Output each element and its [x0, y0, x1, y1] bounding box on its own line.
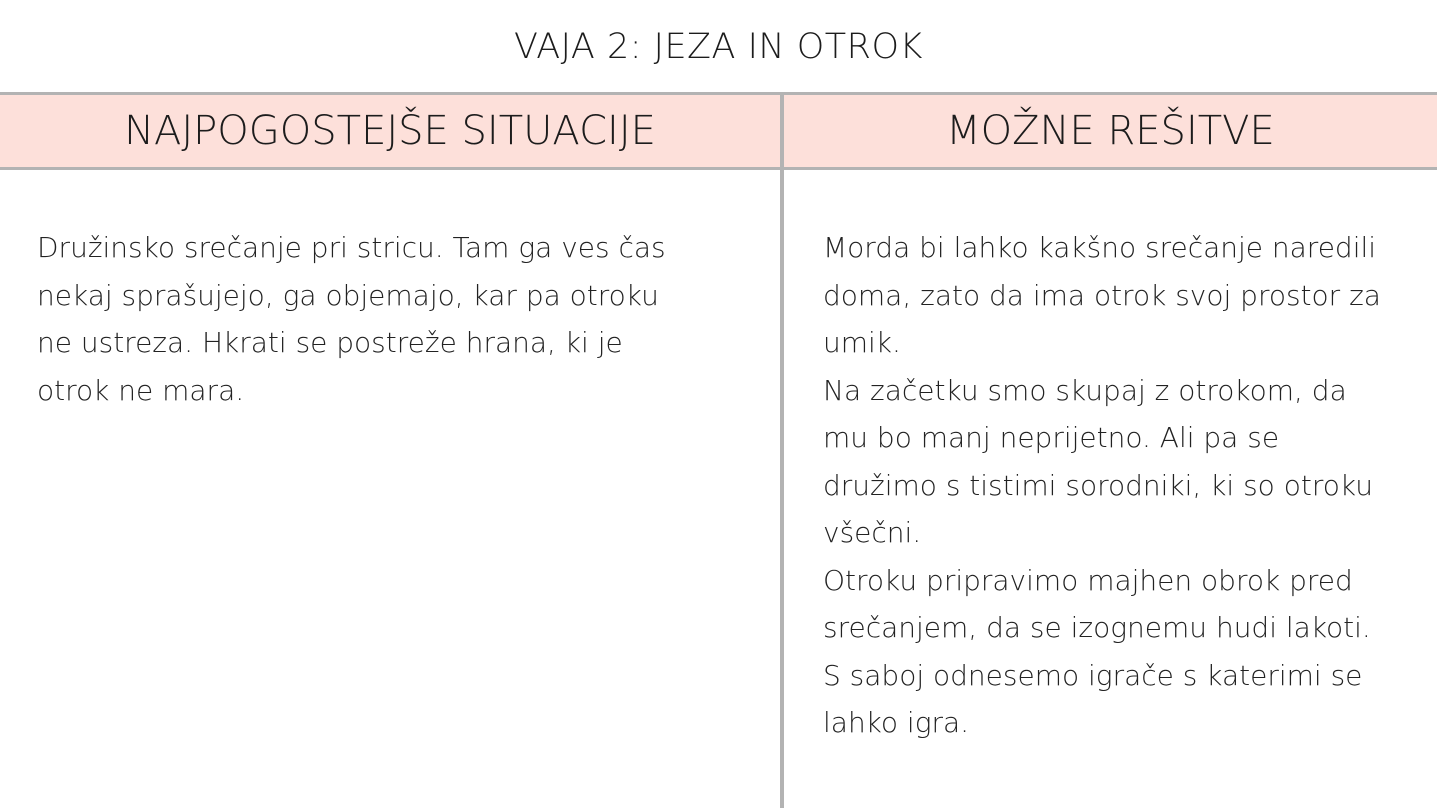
- solution-line: srečanjem, da se izognemu hudi lakoti.: [823, 611, 1371, 644]
- solutions-cell: [823, 224, 1381, 747]
- solution-line: všečni.: [823, 516, 922, 549]
- solution-line: umik.: [823, 326, 901, 359]
- column-divider: [780, 92, 784, 808]
- column-header-solutions: MOŽNE REŠITVE: [946, 108, 1275, 154]
- page-title: VAJA 2: JEZA IN OTROK: [514, 27, 923, 67]
- solution-line: S saboj odnesemo igrače s katerimi se: [823, 658, 1363, 692]
- solution-line: lahko igra.: [823, 706, 970, 739]
- situation-line: Družinsko srečanje pri stricu. Tam ga ves čas: [37, 231, 666, 264]
- solution-line: Na začetku smo skupaj z otrokom, da: [823, 373, 1347, 407]
- solution-line: mu bo manj neprijetno. Ali pa se: [823, 421, 1280, 454]
- solution-line: družimo s tistimi sorodniki, ki so otroku: [823, 468, 1373, 502]
- column-header-situations: NAJPOGOSTEJŠE SITUACIJE: [124, 108, 656, 154]
- solution-line: Otroku pripravimo majhen obrok pred: [823, 563, 1353, 597]
- situation-line: otrok ne mara.: [37, 373, 245, 407]
- situations-cell: [37, 224, 666, 414]
- solution-line: doma, zato da ima otrok svoj prostor za: [823, 278, 1381, 312]
- situation-line: ne ustreza. Hkrati se postreže hrana, ki je: [37, 326, 623, 359]
- situation-line: nekaj sprašujejo, ga objemajo, kar pa otroku: [37, 278, 659, 312]
- solution-line: Morda bi lahko kakšno srečanje naredili: [823, 231, 1377, 264]
